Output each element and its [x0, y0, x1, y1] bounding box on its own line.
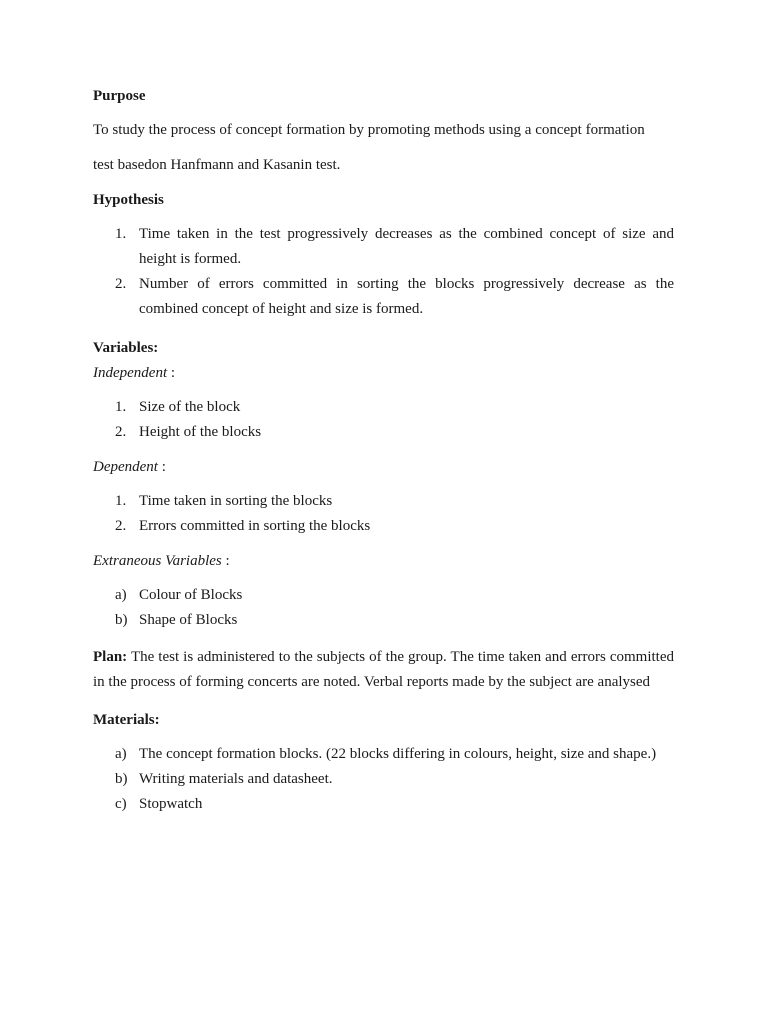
materials-heading: Materials:: [93, 712, 160, 728]
extraneous-item: [93, 583, 674, 608]
list-marker: a): [115, 746, 127, 762]
document-page: [93, 86, 674, 817]
dependent-item: [93, 489, 674, 514]
independent-list: [93, 395, 674, 445]
extraneous-label: Extraneous Variables: [93, 553, 222, 569]
hypothesis-item: [93, 272, 674, 322]
list-marker: c): [115, 796, 127, 812]
materials-item: [93, 767, 674, 792]
independent-item: [93, 395, 674, 420]
hypothesis-list: [93, 222, 674, 322]
materials-item: [93, 792, 674, 817]
extraneous-label-line: [93, 551, 674, 571]
list-marker: 2.: [115, 518, 127, 534]
materials-item-text: Stopwatch: [139, 796, 203, 812]
plan-paragraph: [93, 645, 674, 695]
list-marker: 1.: [115, 226, 127, 242]
dependent-list: [93, 489, 674, 539]
list-marker: 1.: [115, 493, 127, 509]
hypothesis-item: [93, 222, 674, 272]
dependent-item-text: Time taken in sorting the blocks: [139, 493, 333, 509]
list-marker: 2.: [115, 424, 127, 440]
extraneous-list: [93, 583, 674, 633]
independent-label: Independent: [93, 365, 168, 381]
dependent-label-line: [93, 457, 674, 477]
extraneous-item-text: Colour of Blocks: [139, 587, 243, 603]
hypothesis-item-text: Time taken in the test progressively decreases as the combined concept of size and height is formed.: [139, 226, 674, 267]
plan-text: The test is administered to the subjects of the group. The time taken and errors committed in the process of forming concerts are noted. Verbal reports made by the subject are analysed: [93, 649, 674, 690]
materials-list: [93, 742, 674, 817]
dependent-colon: :: [157, 459, 166, 475]
extraneous-item-text: Shape of Blocks: [139, 612, 238, 628]
independent-item-text: Size of the block: [139, 399, 241, 415]
hypothesis-item-text: Number of errors committed in sorting the blocks progressively decrease as the combined concept of height and size is formed.: [139, 276, 674, 317]
list-marker: 1.: [115, 399, 127, 415]
materials-item-text: Writing materials and datasheet.: [139, 771, 333, 787]
independent-item: [93, 420, 674, 445]
variables-heading: Variables:: [93, 340, 159, 356]
independent-item-text: Height of the blocks: [139, 424, 262, 440]
dependent-label: Dependent: [93, 459, 158, 475]
materials-item: [93, 742, 674, 767]
independent-label-line: [93, 363, 674, 383]
materials-item-text: The concept formation blocks. (22 blocks differing in colours, height, size and shape.): [139, 746, 657, 762]
extraneous-item: [93, 608, 674, 633]
list-marker: a): [115, 587, 127, 603]
dependent-item: [93, 514, 674, 539]
hypothesis-heading: Hypothesis: [93, 192, 164, 208]
list-marker: 2.: [115, 276, 127, 292]
purpose-heading: Purpose: [93, 88, 146, 104]
extraneous-colon: :: [221, 553, 230, 569]
independent-colon: :: [167, 365, 176, 381]
purpose-text-line-2: test basedon Hanfmann and Kasanin test.: [93, 157, 341, 173]
list-marker: b): [115, 612, 128, 628]
plan-label: Plan:: [93, 649, 128, 665]
list-marker: b): [115, 771, 128, 787]
dependent-item-text: Errors committed in sorting the blocks: [139, 518, 371, 534]
purpose-text-line-1: To study the process of concept formation by promoting methods using a concept formation: [93, 122, 645, 138]
